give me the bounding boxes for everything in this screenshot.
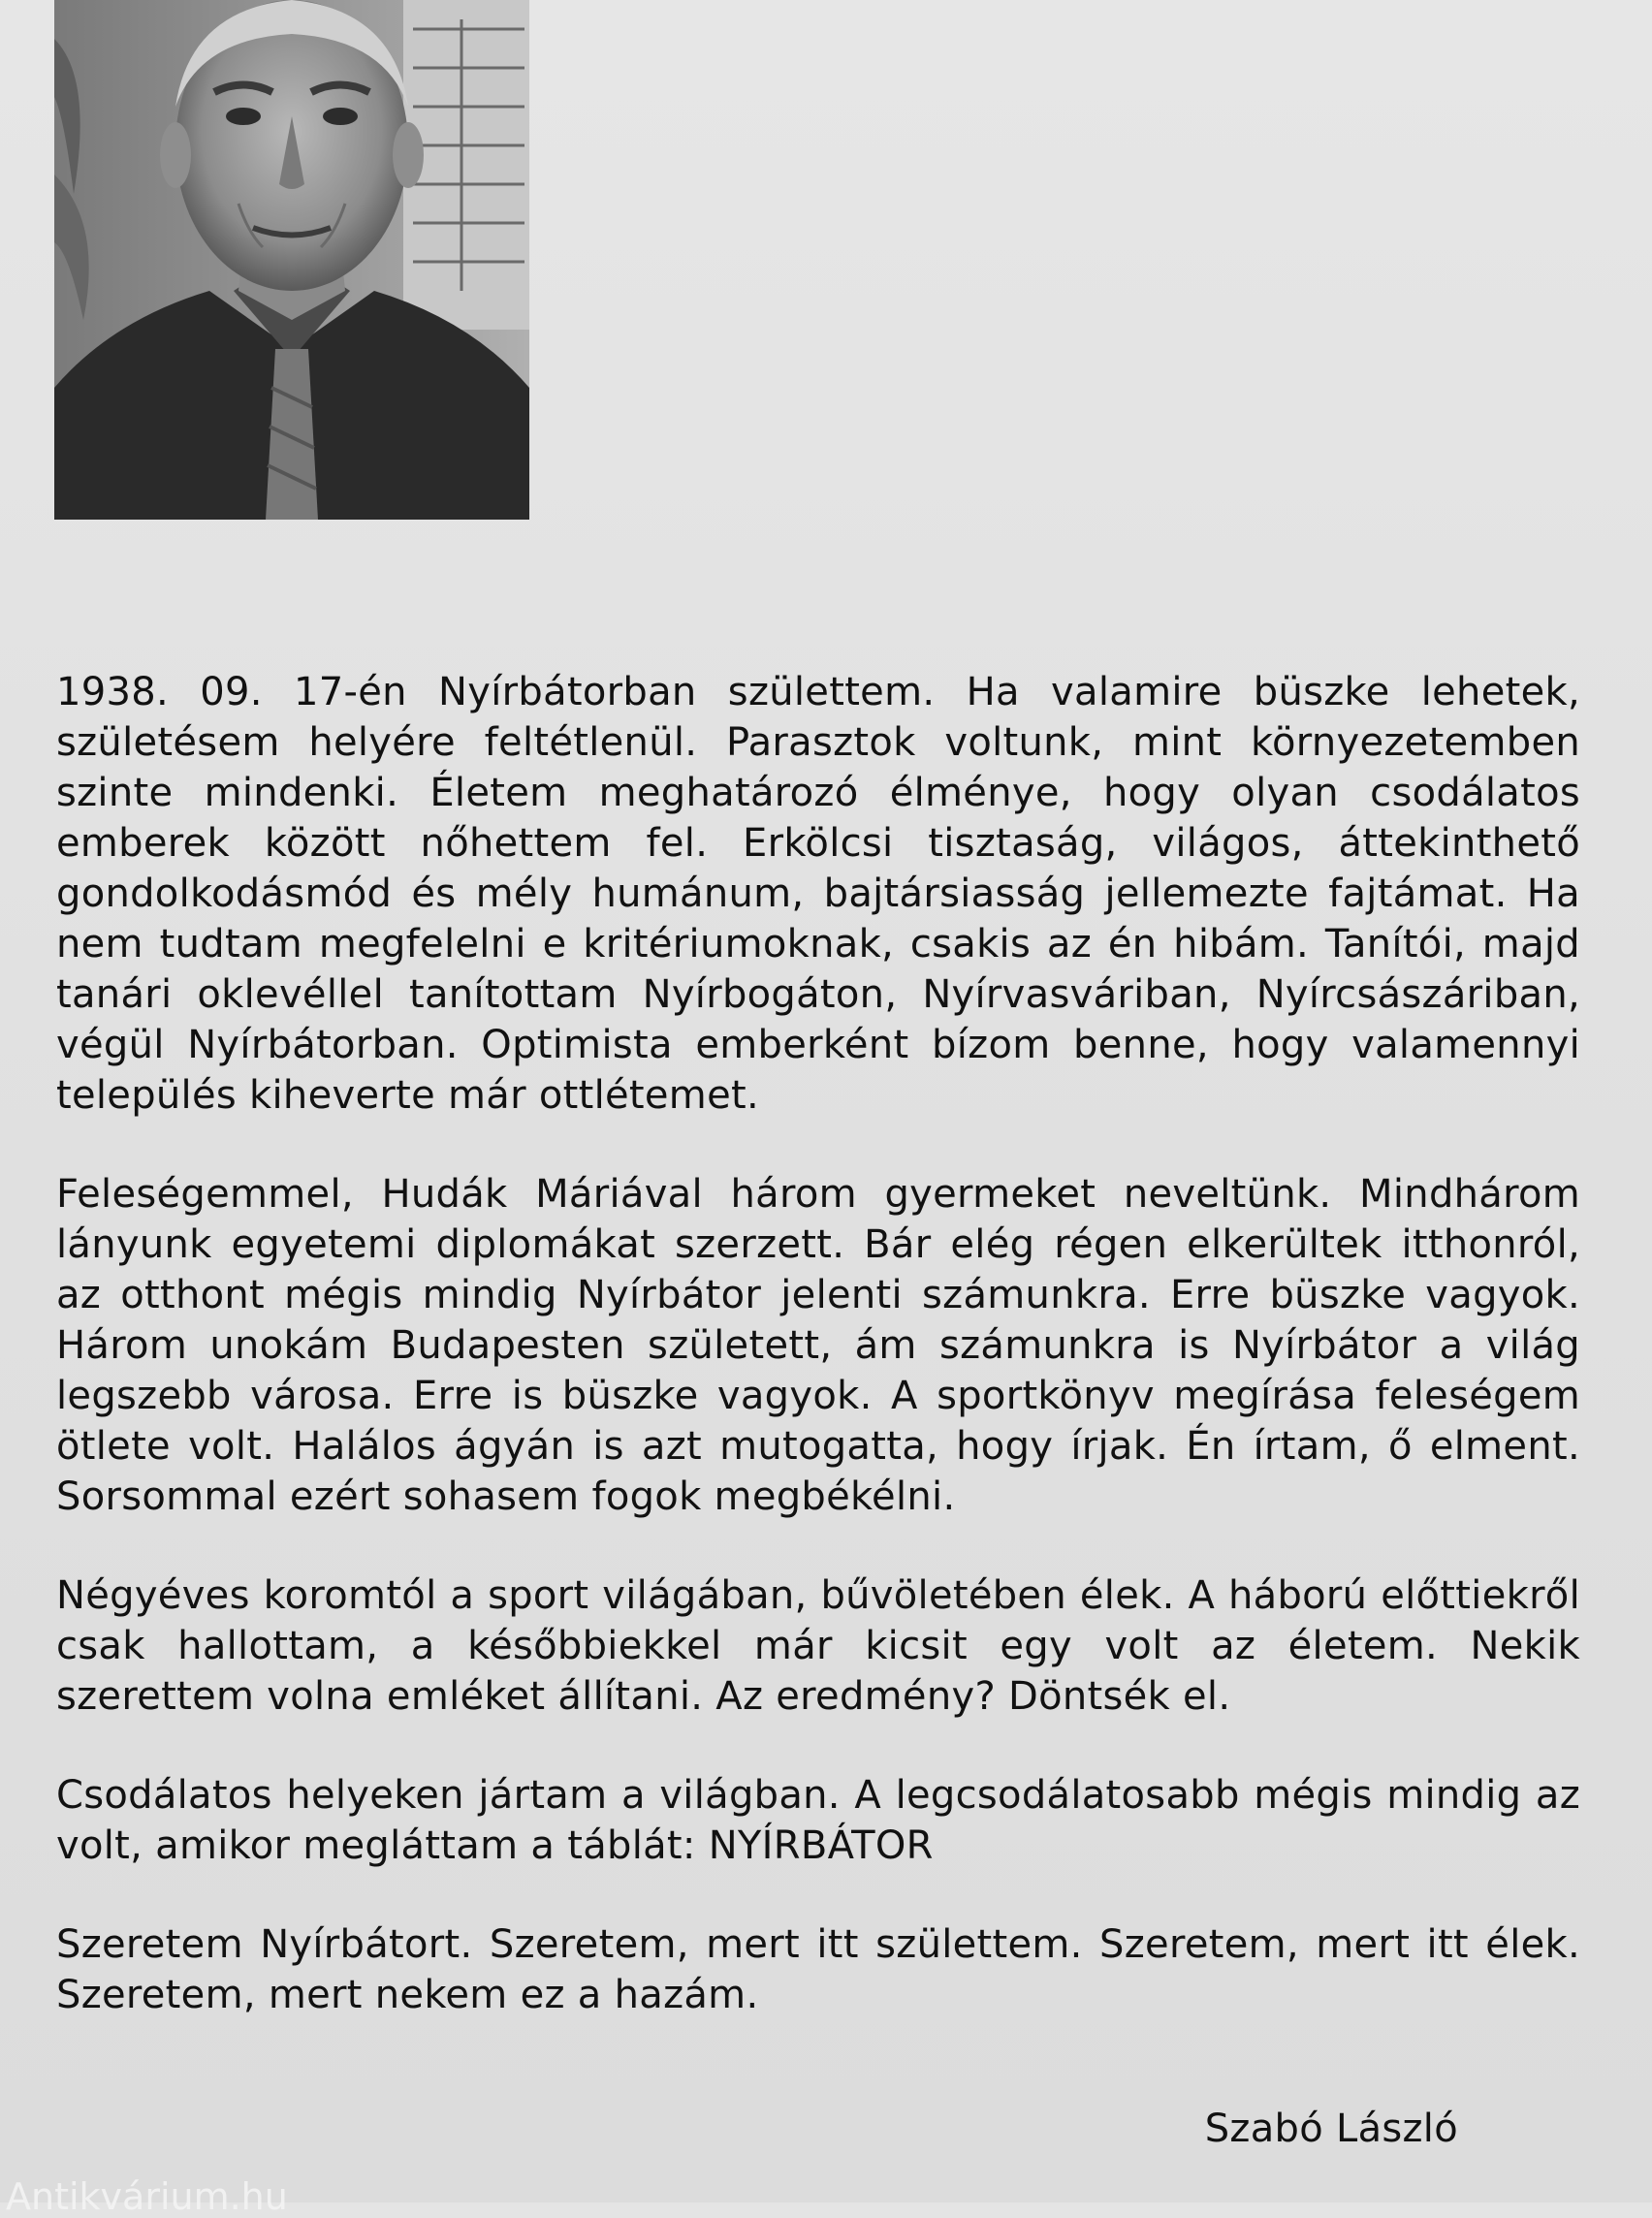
author-signature: Szabó László xyxy=(1204,2107,1458,2151)
author-portrait xyxy=(54,0,529,520)
biography-paragraph: Feleségemmel, Hudák Máriával három gyermeket neveltünk. Mindhárom lányunk egyetemi diplomákat szerzett. Bár elég régen elkerültek itthonról, az otthont mégis mindig Nyírbátor jelenti számunkra. Erre büszke vagyok. Három unokám Budapesten született, ám számunkra is Nyírbátor a világ legszebb városa. Erre is büszke vagyok. A sportkönyv megírása feleségem ötlete volt. Halálos ágyán is azt mutogatta, hogy írjak. Én írtam, ő elment. Sorsommal ezért sohasem fogok megbékélni. xyxy=(56,1172,1580,1519)
portrait-photo-icon xyxy=(54,0,529,520)
watermark: Antikvárium.hu xyxy=(6,2175,288,2218)
biography-paragraph: Négyéves koromtól a sport világában, bűvöletében élek. A háború előttiekről csak hallottam, a későbbiekkel már kicsit egy volt az életem. Nekik szerettem volna emléket állítani. Az eredmény? Döntsék el. xyxy=(56,1573,1580,1719)
biography-paragraph: 1938. 09. 17-én Nyírbátorban születtem. Ha valamire büszke lehetek, születésem helyére feltétlenül. Parasztok voltunk, mint környezetemben szinte mindenki. Életem meghatározó élménye, hogy olyan csodálatos emberek között nőhettem fel. Erkölcsi tisztaság, világos, áttekinthető gondolkodásmód és mély humánum, bajtársiasság jellemezte fajtámat. Ha nem tudtam megfelelni e kritériumoknak, csakis az én hibám. Tanítói, majd tanári oklevéllel tanítottam Nyírbogáton, Nyírvasváriban, Nyírcsászáriban, végül Nyírbátorban. Optimista emberként bízom benne, hogy valamennyi település kiheverte már ottlétemet. xyxy=(56,670,1580,1118)
author-biography xyxy=(56,667,1580,2020)
biography-paragraph: Csodálatos helyeken jártam a világban. A legcsodálatosabb mégis mindig az volt, amikor megláttam a táblát: NYÍRBÁTOR xyxy=(56,1773,1580,1868)
biography-paragraph: Szeretem Nyírbátort. Szeretem, mert itt születtem. Szeretem, mert itt élek. Szeretem, mert nekem ez a hazám. xyxy=(56,1922,1580,2017)
